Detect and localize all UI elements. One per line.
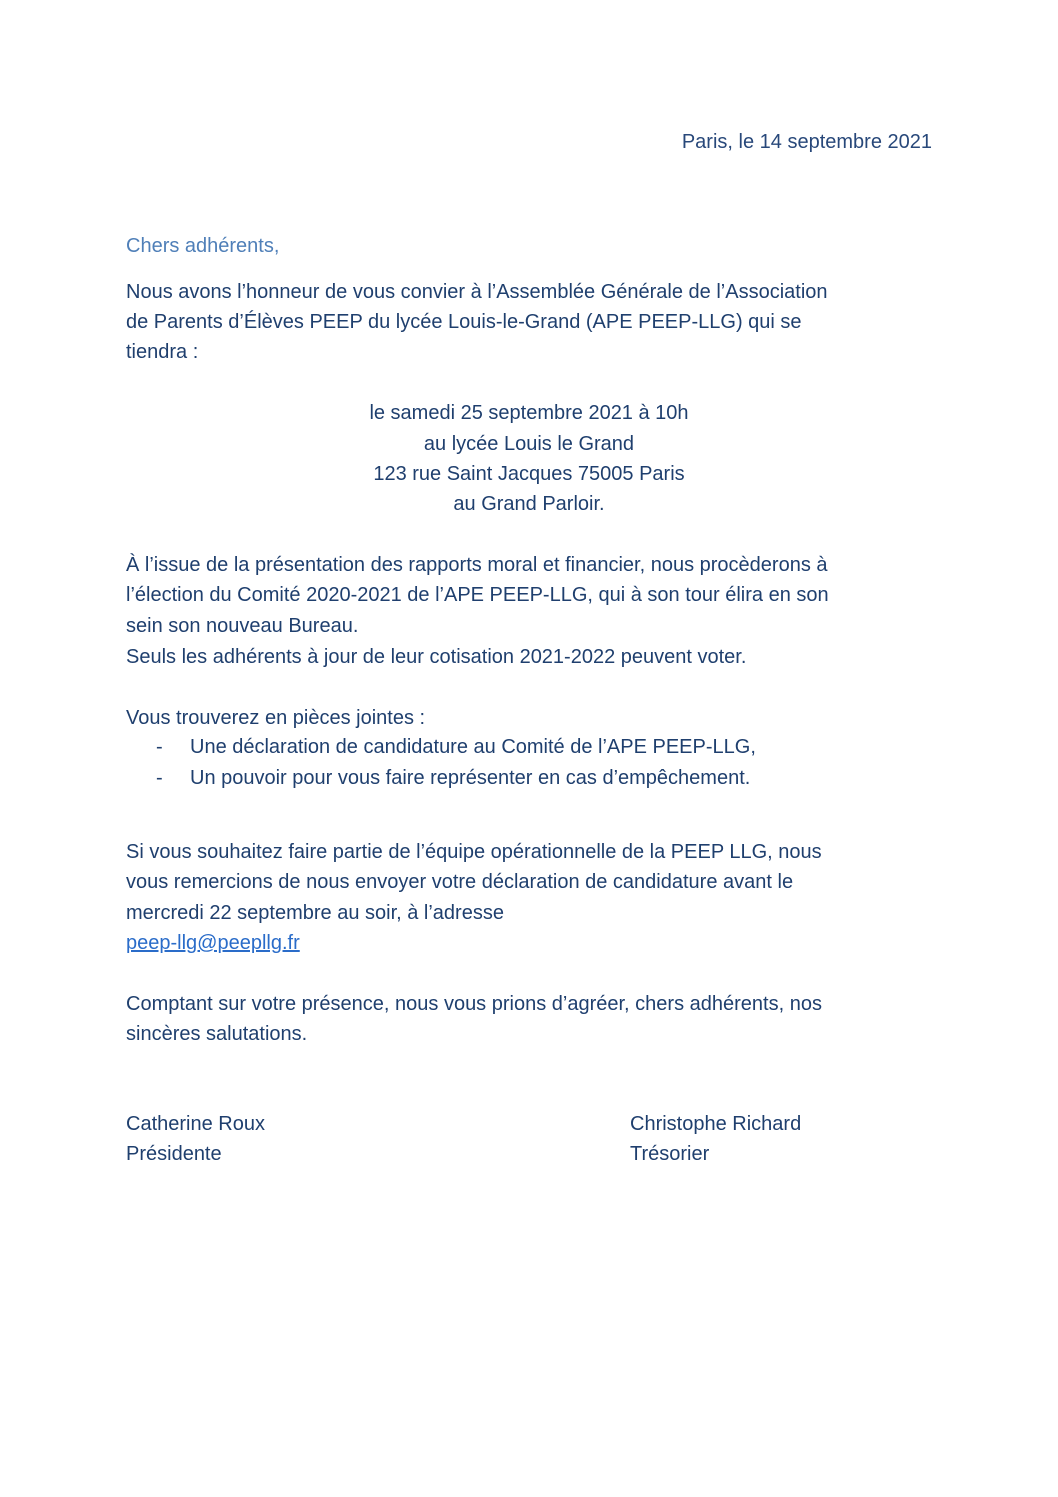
letter-date: Paris, le 14 septembre 2021 (681, 131, 932, 153)
email-link[interactable]: peep-llg@peepllg.fr (126, 932, 300, 954)
bullet-dash: - (156, 736, 163, 758)
signatory-name: Christophe Richard (630, 1113, 802, 1135)
event-address-line: 123 rue Saint Jacques 75005 Paris (373, 463, 685, 485)
intro-line-2: de Parents d’Élèves PEEP du lycée Louis-le-Grand (APE PEEP-LLG) qui se (126, 311, 802, 333)
intro-line-1: Nous avons l’honneur de vous convier à l’Assemblée Générale de l’Association (126, 281, 828, 303)
attachment-proxy: Un pouvoir pour vous faire représenter en cas d’empêchement. (190, 767, 751, 789)
closing-line-2: sincères salutations. (126, 1023, 308, 1045)
signatory-name: Catherine Roux (126, 1113, 265, 1135)
election-line-3: sein son nouveau Bureau. (126, 615, 359, 637)
event-date-line: le samedi 25 septembre 2021 à 10h (369, 402, 689, 424)
attachments-intro: Vous trouverez en pièces jointes : (126, 707, 426, 729)
letter-greeting: Chers adhérents, (126, 235, 280, 257)
election-line-1: À l’issue de la présentation des rapports moral et financier, nous procèderons à (126, 554, 828, 576)
election-line-4: Seuls les adhérents à jour de leur cotisation 2021-2022 peuvent voter. (126, 646, 747, 668)
closing-line-1: Comptant sur votre présence, nous vous prions d’agréer, chers adhérents, nos (126, 993, 822, 1015)
election-line-2: l’élection du Comité 2020-2021 de l’APE PEEP-LLG, qui à son tour élira en son (126, 584, 829, 606)
candidacy-line-1: Si vous souhaitez faire partie de l’équipe opérationnelle de la PEEP LLG, nous (126, 841, 822, 863)
event-room-line: au Grand Parloir. (453, 493, 605, 515)
signatory-role: Présidente (126, 1143, 222, 1165)
candidacy-line-2: vous remercions de nous envoyer votre déclaration de candidature avant le (126, 871, 794, 893)
intro-line-3: tiendra : (126, 341, 199, 363)
signatory-role: Trésorier (630, 1143, 710, 1165)
bullet-dash: - (156, 767, 163, 789)
attachment-candidacy: Une déclaration de candidature au Comité de l’APE PEEP-LLG, (190, 736, 756, 758)
candidacy-line-3: mercredi 22 septembre au soir, à l’adresse (126, 902, 504, 924)
event-venue-line: au lycée Louis le Grand (423, 433, 635, 455)
